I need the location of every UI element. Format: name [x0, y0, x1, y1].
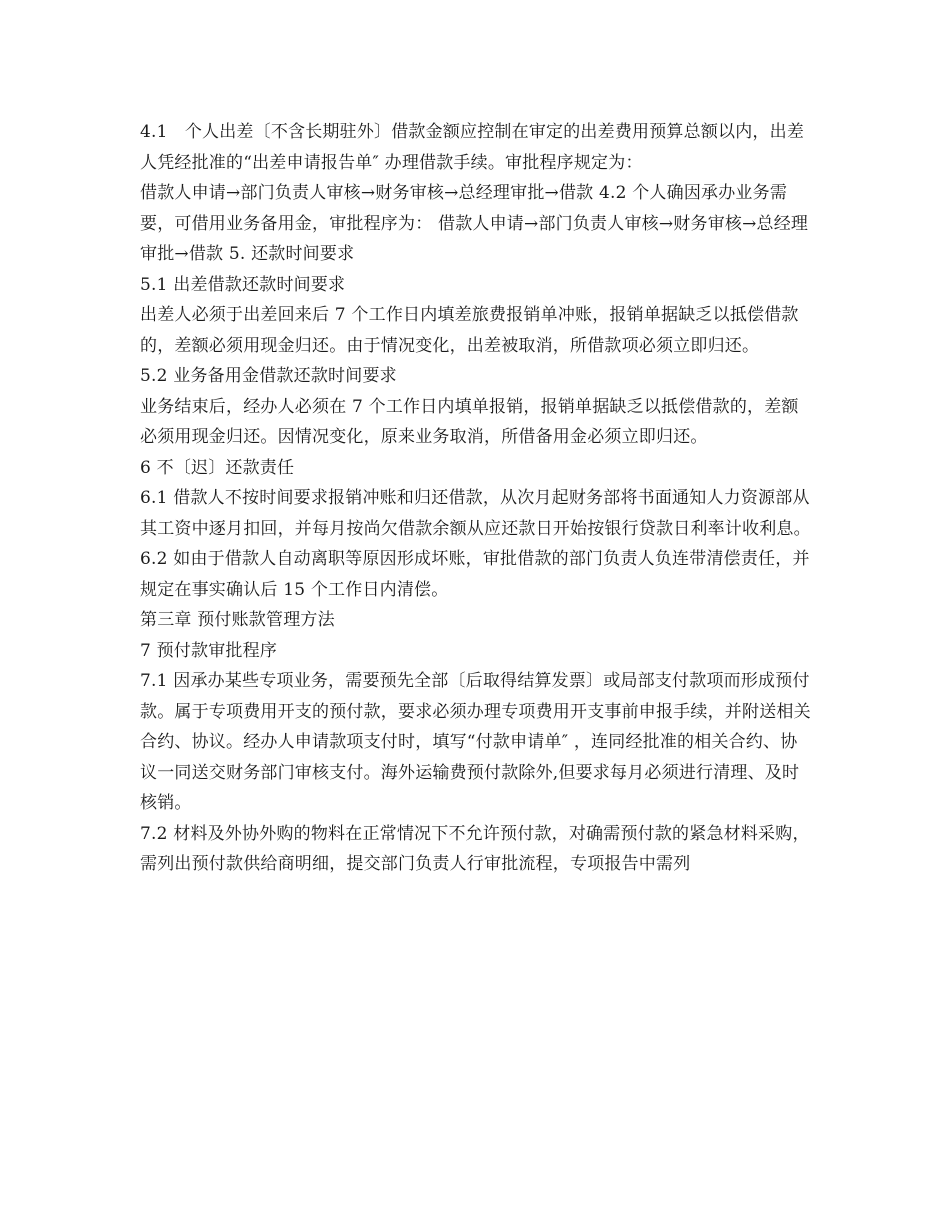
document-body [140, 117, 812, 880]
paragraph-4-1: 4.1 个人出差〔不含长期驻外〕借款金额应控制在审定的出差费用预算总额以内，出差人凭经批准的“出差申请报告单″ 办理借款手续。审批程序规定为： [140, 122, 805, 173]
paragraph-7-1: 7.1 因承办某些专项业务，需要预先全部〔后取得结算发票〕或局部支付款项而形成预付款。属于专项费用开支的预付款，要求必须办理专项费用开支事前申报手续，并附送相关合约、协议。经办人申请款项支付时，填写“付款申请单″ ，连同经批准的相关合约、协议一同送交财务部门审核支付。海外运输费预付款除外,但要求每月必须进行清理、及时核销。 [140, 671, 811, 813]
paragraph-7-2: 7.2 材料及外协外购的物料在正常情况下不允许预付款，对确需预付款的紧急材料采购，需列出预付款供给商明细，提交部门负责人行审批流程，专项报告中需列 [140, 823, 810, 874]
paragraph-6-1: 6.1 借款人不按时间要求报销冲账和归还借款，从次月起财务部将书面通知人力资源部从其工资中逐月扣回，并每月按尚欠借款余额从应还款日开始按银行贷款日利率计收利息。 [140, 488, 811, 539]
paragraph-approval-flow: 借款人申请→部门负责人审核→财务审核→总经理审批→借款 4.2 个人确因承办业务需要，可借用业务备用金，审批程序为： 借款人申请→部门负责人审核→财务审核→总经理审批→借款 5. 还款时间要求 [140, 183, 809, 264]
heading-5-1: 5.1 出差借款还款时间要求 [140, 274, 346, 295]
heading-6: 6 不〔迟〕还款责任 [140, 457, 295, 478]
chapter-3-title: 第三章 预付账款管理方法 [140, 610, 335, 630]
heading-7: 7 预付款审批程序 [140, 640, 278, 661]
heading-5-2: 5.2 业务备用金借款还款时间要求 [140, 366, 397, 386]
paragraph-6-2: 6.2 如由于借款人自动离职等原因形成坏账，审批借款的部门负责人负连带清偿责任，并规定在事实确认后 15 个工作日内清偿。 [140, 549, 810, 600]
paragraph-5-2-body: 业务结束后，经办人必须在 7 个工作日内填单报销，报销单据缺乏以抵偿借款的，差额必须用现金归还。因情况变化，原来业务取消，所借备用金必须立即归还。 [140, 396, 799, 447]
paragraph-5-1-body: 出差人必须于出差回来后 7 个工作日内填差旅费报销单冲账，报销单据缺乏以抵偿借款的，差额必须用现金归还。由于情况变化，出差被取消，所借款项必须立即归还。 [140, 305, 799, 356]
